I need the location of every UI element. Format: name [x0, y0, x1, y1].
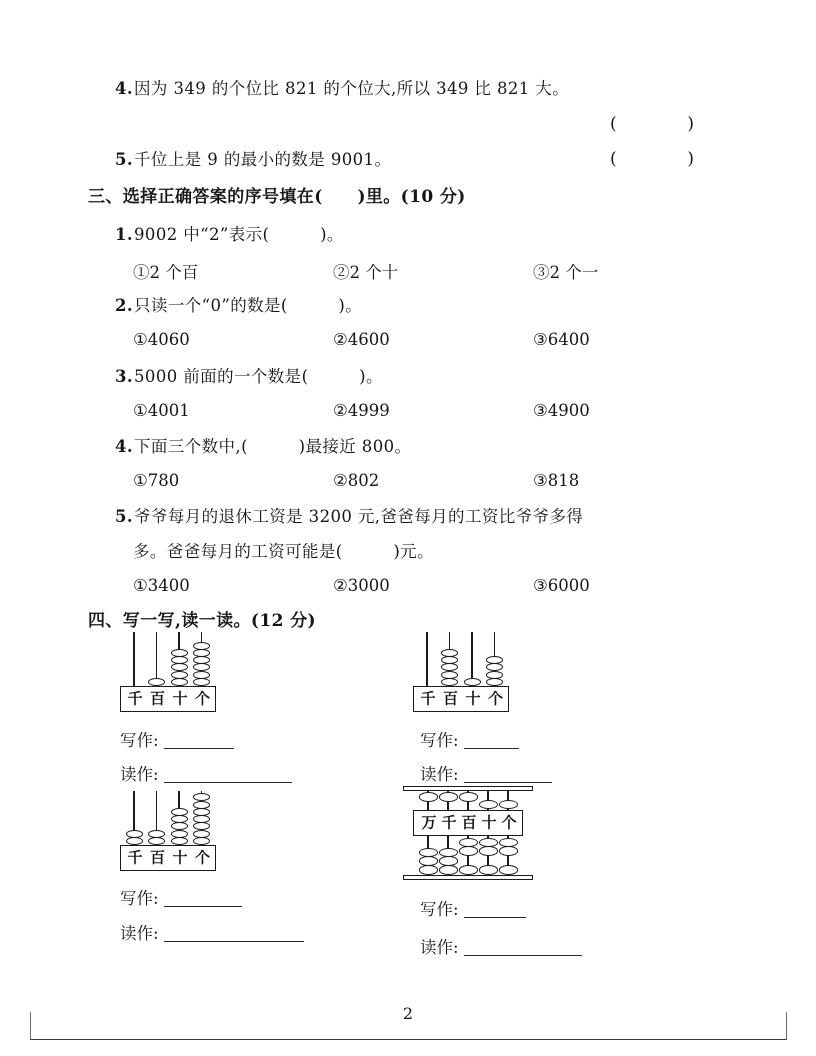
bracket-close: )	[687, 149, 694, 169]
question-text: 因为 349 的个位比 821 的个位大,所以 349 比 821 大。	[134, 79, 570, 98]
write-blank	[164, 733, 234, 749]
choice-question-3	[115, 366, 383, 388]
abacus-bead-lower	[479, 846, 498, 856]
write-label: 写作:	[420, 731, 459, 750]
read-blank	[164, 926, 304, 942]
read-blank	[464, 940, 582, 956]
abacus-bead	[464, 678, 481, 686]
abacus-suanpan-4	[403, 786, 533, 882]
abacus-bead	[193, 801, 210, 809]
abacus-bead	[193, 656, 210, 664]
abacus-bead-lower	[499, 865, 518, 875]
option: ②4600	[333, 330, 390, 349]
abacus-bead	[171, 822, 188, 830]
abacus-bead	[171, 649, 188, 657]
read-line	[420, 934, 582, 958]
abacus-bead	[193, 642, 210, 650]
abacus-bead	[193, 815, 210, 823]
abacus-bead-lower	[459, 846, 478, 856]
abacus-bead-upper	[459, 792, 478, 802]
abacus-bead	[441, 663, 458, 671]
abacus-bead	[486, 671, 503, 679]
option: ②802	[333, 471, 380, 490]
choice-question-2	[115, 295, 362, 317]
option: ③818	[533, 471, 580, 490]
abacus-bead-lower	[419, 865, 438, 875]
page-number: 2	[402, 1004, 414, 1023]
place-label: 个	[487, 689, 504, 708]
place-label-box	[413, 686, 509, 712]
place-label-box	[120, 845, 216, 871]
bracket-open: (	[610, 114, 617, 134]
question-number: 4.	[115, 437, 134, 456]
question-text: 只读一个“0”的数是( )。	[134, 296, 363, 315]
abacus-bead	[148, 678, 165, 686]
read-label: 读作:	[420, 938, 459, 957]
place-label: 个	[501, 813, 517, 832]
abacus-bead	[171, 837, 188, 845]
place-label: 千	[441, 813, 457, 832]
place-label: 个	[194, 848, 211, 867]
abacus-bead	[441, 678, 458, 686]
question-number: 5.	[115, 150, 134, 169]
read-line	[120, 920, 304, 944]
choice-question-5-line2: 多。爸爸每月的工资可能是( )元。	[133, 542, 434, 561]
abacus-counter-1	[120, 632, 216, 714]
abacus-bead	[486, 678, 503, 686]
question-number: 3.	[115, 367, 134, 386]
place-label: 百	[149, 848, 166, 867]
section4-title: 四、写一写,读一读。(12 分)	[88, 611, 316, 631]
abacus-bead-lower	[419, 856, 438, 866]
abacus-rod	[426, 632, 428, 686]
abacus-rod	[133, 632, 135, 686]
abacus-bead-lower	[499, 846, 518, 856]
read-blank	[164, 767, 292, 783]
abacus-bead-lower	[439, 848, 458, 858]
option: ②2 个十	[333, 263, 399, 282]
abacus-bead	[171, 808, 188, 816]
write-blank	[464, 733, 519, 749]
choice-question-1	[115, 224, 344, 246]
abacus-bead-upper	[479, 800, 498, 810]
abacus-bead	[193, 649, 210, 657]
place-label: 十	[172, 689, 188, 708]
place-label: 万	[421, 813, 437, 832]
abacus-bead	[193, 837, 210, 845]
abacus-bead	[193, 671, 210, 679]
place-label: 百	[461, 813, 477, 832]
question-text: 下面三个数中,( )最接近 800。	[134, 437, 412, 456]
abacus-bead	[126, 830, 143, 838]
question-number: 1.	[115, 225, 134, 244]
judge-question-4	[115, 78, 569, 100]
write-label: 写作:	[120, 731, 159, 750]
question-number: 5.	[115, 507, 134, 526]
abacus-bead	[441, 649, 458, 657]
option: ③6400	[533, 330, 590, 349]
abacus-bead	[193, 830, 210, 838]
abacus-counter-3	[120, 791, 216, 873]
option: ①780	[133, 471, 180, 490]
place-label: 千	[127, 848, 143, 867]
place-label-box	[413, 810, 523, 836]
abacus-bead	[171, 678, 188, 686]
option: ③2 个一	[533, 263, 599, 282]
question-number: 4.	[115, 79, 134, 98]
abacus-bead-lower	[479, 865, 498, 875]
abacus-bead	[193, 793, 210, 801]
write-line	[120, 885, 242, 909]
write-blank	[164, 891, 242, 907]
abacus-bead-lower	[419, 848, 438, 858]
abacus-bead	[171, 830, 188, 838]
abacus-bead	[148, 837, 165, 845]
abacus-bead-lower	[439, 856, 458, 866]
option: ②4999	[333, 401, 390, 420]
place-label: 百	[442, 689, 459, 708]
answer-bracket-q4	[610, 114, 694, 134]
read-blank	[464, 767, 552, 783]
place-label: 百	[149, 689, 166, 708]
abacus-bead-upper	[439, 792, 458, 802]
abacus-bead	[171, 656, 188, 664]
option: ③4900	[533, 401, 590, 420]
section3-title: 三、选择正确答案的序号填在( )里。(10 分)	[88, 187, 466, 207]
abacus-bead	[148, 830, 165, 838]
abacus-bead	[486, 656, 503, 664]
abacus-bead	[193, 678, 210, 686]
abacus-bead	[193, 663, 210, 671]
write-blank	[464, 902, 526, 918]
place-label: 十	[465, 689, 481, 708]
question-text: 9002 中“2”表示( )。	[134, 225, 344, 244]
question-number: 2.	[115, 296, 134, 315]
question-text: 5000 前面的一个数是( )。	[134, 367, 383, 386]
place-label: 千	[127, 689, 143, 708]
place-label: 千	[420, 689, 436, 708]
place-label: 个	[194, 689, 211, 708]
abacus-bead	[441, 656, 458, 664]
abacus-bead	[171, 663, 188, 671]
read-line	[420, 761, 552, 785]
choice-question-5	[115, 506, 583, 528]
place-label: 十	[481, 813, 497, 832]
read-label: 读作:	[120, 765, 159, 784]
question-text: 爷爷每月的退休工资是 3200 元,爸爸每月的工资比爷爷多得	[134, 507, 584, 526]
option: ①3400	[133, 576, 190, 595]
write-label: 写作:	[120, 889, 159, 908]
option: ①2 个百	[133, 263, 199, 282]
abacus-bead-upper	[419, 792, 438, 802]
abacus-bead	[126, 837, 143, 845]
place-label: 十	[172, 848, 188, 867]
write-line	[420, 896, 526, 920]
question-text: 千位上是 9 的最小的数是 9001。	[134, 150, 392, 169]
write-line	[120, 727, 234, 751]
choice-question-4	[115, 436, 411, 458]
judge-question-5	[115, 149, 391, 171]
option: ①4060	[133, 330, 190, 349]
abacus-bead	[441, 671, 458, 679]
abacus-counter-2	[413, 632, 509, 714]
option: ③6000	[533, 576, 590, 595]
abacus-bead	[171, 671, 188, 679]
write-line	[420, 727, 519, 751]
abacus-bead-lower	[439, 865, 458, 875]
abacus-bead-upper	[499, 800, 518, 810]
bracket-open: (	[610, 149, 617, 169]
bracket-close: )	[687, 114, 694, 134]
write-label: 写作:	[420, 900, 459, 919]
read-line	[120, 761, 292, 785]
abacus-bead	[486, 663, 503, 671]
place-label-box	[120, 686, 216, 712]
abacus-bead	[171, 815, 188, 823]
read-label: 读作:	[420, 765, 459, 784]
option: ②3000	[333, 576, 390, 595]
abacus-bead	[193, 808, 210, 816]
abacus-bead	[193, 822, 210, 830]
read-label: 读作:	[120, 924, 159, 943]
option: ①4001	[133, 401, 190, 420]
abacus-bead-lower	[459, 865, 478, 875]
answer-bracket-q5	[610, 149, 694, 169]
